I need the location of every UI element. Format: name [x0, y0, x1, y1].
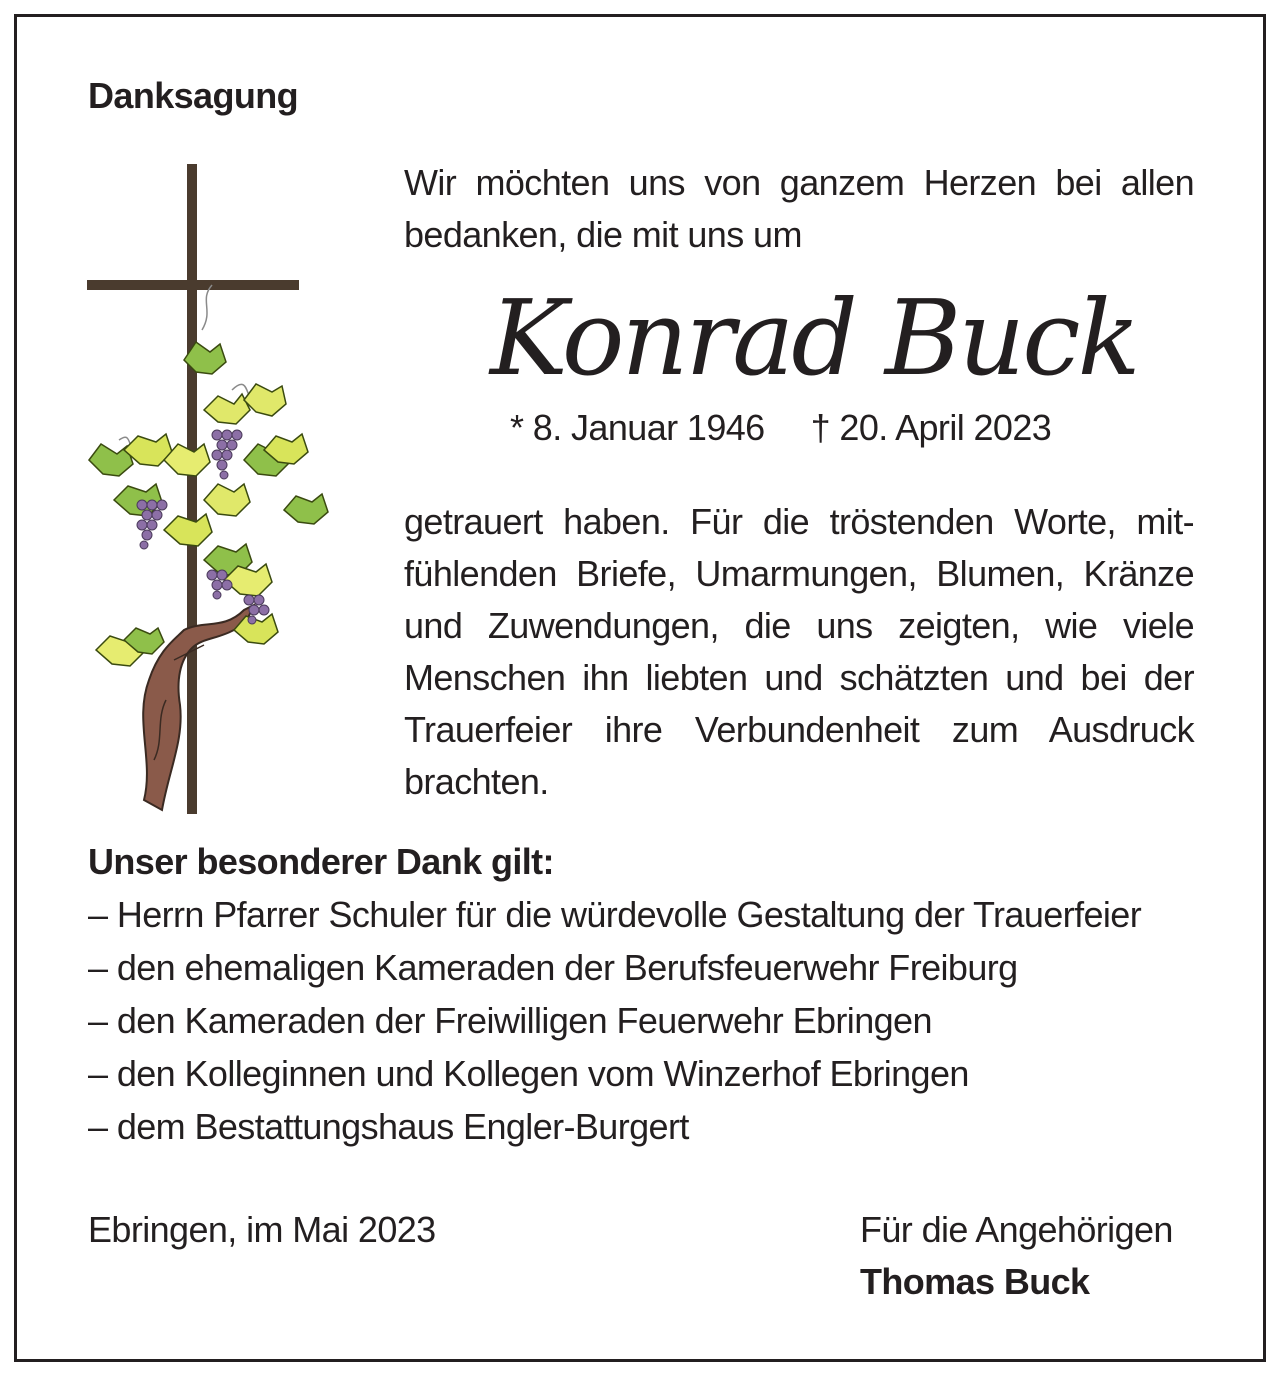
body-paragraph	[404, 496, 1194, 808]
signatory-name: Thomas Buck	[860, 1261, 1090, 1302]
thanks-title: Unser besonderer Dank gilt:	[88, 841, 554, 882]
deceased-name: Konrad Buck	[490, 277, 1138, 399]
list-item: – den Kameraden der Freiwilligen Feuerwehr Ebringen	[88, 1000, 932, 1041]
intro-line: bedanken, die mit uns um	[404, 214, 802, 255]
body-line: und Zuwendungen, die uns zeigten, wie viele	[404, 605, 1194, 646]
life-dates	[510, 402, 1051, 454]
list-item: – Herrn Pfarrer Schuler für die würdevolle Gestaltung der Trauerfeier	[88, 894, 1142, 935]
list-item: – den Kolleginnen und Kollegen vom Winzerhof Ebringen	[88, 1053, 969, 1094]
body-line: brachten.	[404, 761, 549, 802]
body-line: getrauert haben. Für die tröstenden Worte, mit-	[404, 501, 1194, 542]
list-item: – dem Bestattungshaus Engler-Burgert	[88, 1106, 689, 1147]
on-behalf-label: Für die Angehörigen	[860, 1209, 1173, 1250]
notice-heading: Danksagung	[88, 75, 299, 116]
birth-date: * 8. Januar 1946	[510, 407, 765, 448]
intro-paragraph	[404, 157, 1194, 261]
body-line: fühlenden Briefe, Umarmungen, Blumen, Kränze	[404, 553, 1194, 594]
body-line: Menschen ihn liebten und schätzten und bei der	[404, 657, 1194, 698]
list-item: – den ehemaligen Kameraden der Berufsfeuerwehr Freiburg	[88, 947, 1018, 988]
body-line: Trauerfeier ihre Verbundenheit zum Ausdruck	[404, 709, 1194, 750]
death-date: † 20. April 2023	[810, 407, 1052, 448]
cross-with-grapevine-icon	[84, 160, 334, 820]
place-date: Ebringen, im Mai 2023	[88, 1209, 436, 1250]
intro-line: Wir möchten uns von ganzem Herzen bei allen	[404, 162, 1194, 203]
thanks-list	[88, 888, 1141, 1153]
